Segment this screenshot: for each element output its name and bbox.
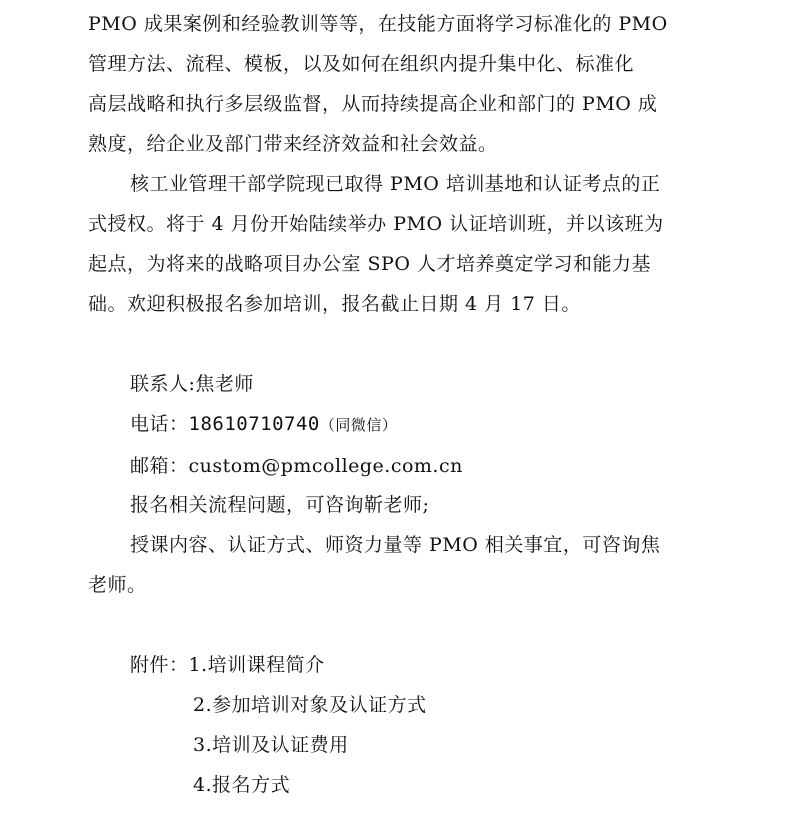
attachment-item: 1.培训课程简介 [188,654,325,676]
paragraph-authorization-line-1: 核工业管理干部学院现已取得 PMO 培训基地和认证考点的正 [130,173,661,195]
attachment-item: 3.培训及认证费用 [193,734,349,756]
contact-email-address: custom@pmcollege.com.cn [188,455,463,477]
paragraph-intro-line-4: 熟度，给企业及部门带来经济效益和社会效益。 [88,133,498,155]
contact-process-note: 报名相关流程问题，可咨询靳老师; [130,494,430,516]
paragraph-intro-line-3: 高层战略和执行多层级监督，从而持续提高企业和部门的 PMO 成 [88,93,658,115]
attachments-label: 附件： [130,654,189,676]
contact-phone-label: 电话： [130,413,189,435]
attachments-list [130,653,325,677]
paragraph-authorization-line-2: 式授权。将于 4 月份开始陆续举办 PMO 认证培训班，并以该班为 [88,213,664,235]
attachment-item: 4.报名方式 [193,774,291,796]
attachment-item: 2.参加培训对象及认证方式 [193,694,427,716]
contact-phone-note: （同微信） [319,416,398,434]
paragraph-authorization-line-3: 起点，为将来的战略项目办公室 SPO 人才培养奠定学习和能力基 [88,253,651,275]
paragraph-intro-line-2: 管理方法、流程、模板，以及如何在组织内提升集中化、标准化 [88,53,635,75]
contact-person: 联系人:焦老师 [130,373,254,395]
contact-email-label: 邮箱： [130,455,189,477]
contact-email [130,454,463,478]
paragraph-authorization-line-4: 础。欢迎积极报名参加培训，报名截止日期 4 月 17 日。 [88,293,581,315]
contact-phone-number: 18610710740 [188,413,320,435]
contact-phone [130,412,397,437]
contact-content-note-line-2: 老师。 [88,574,147,596]
paragraph-intro-line-1: PMO 成果案例和经验教训等等，在技能方面将学习标准化的 PMO [88,13,668,35]
contact-content-note-line-1: 授课内容、认证方式、师资力量等 PMO 相关事宜，可咨询焦 [130,534,661,556]
